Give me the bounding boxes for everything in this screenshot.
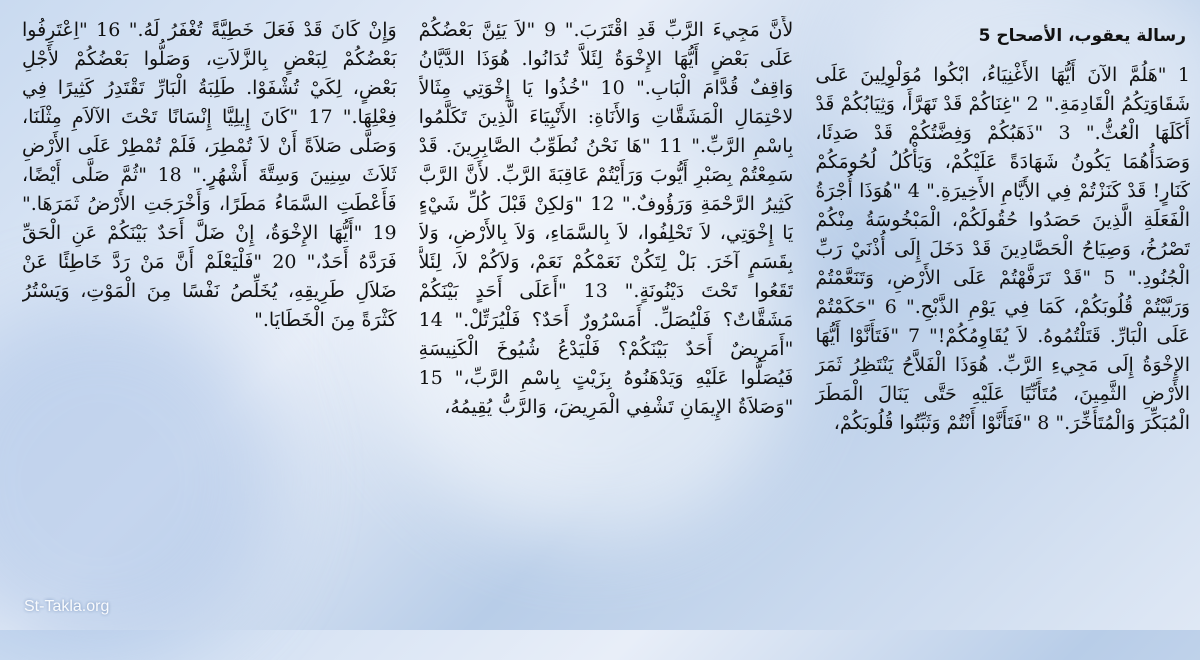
site-watermark: St-Takla.org xyxy=(24,598,110,615)
text-column-3 xyxy=(22,16,397,624)
page-title: رسالة يعقوب، الأصحاح 5 xyxy=(978,26,1186,46)
column-text: لأَنَّ مَجِيءَ الرَّبِّ قَدِ اقْتَرَبَ." 9 "لاَ يَئِنَّ بَعْضُكُمْ عَلَى بَعْضٍ أَيُّهَا الإِخْوَةُ لِئَلاَّ تُدَانُوا. هُوَذَا الدَّيَّانُ وَاقِفٌ قُدَّامَ الْبَابِ." 10 "خُذُوا يَا إِخْوَتِي مِثَالاً لاحْتِمَالِ الْمَشَقَّاتِ وَالأَنَاةِ: الأَنْبِيَاءَ الَّذِينَ تَكَلَّمُوا بِاسْمِ الرَّبِّ." 11 "هَا نَحْنُ نُطَوِّبُ الصَّابِرِينَ. قَدْ سَمِعْتُمْ بِصَبْرِ أَيُّوبَ وَرَأَيْتُمْ عَاقِبَةَ الرَّبِّ. لأَنَّ الرَّبَّ كَثِيرُ الرَّحْمَةِ وَرَؤُوفٌ." 12 "وَلكِنْ قَبْلَ كُلِّ شَيْءٍ يَا إِخْوَتِي، لاَ تَحْلِفُوا، لاَ بِالسَّمَاءِ، وَلاَ بِالأَرْضِ، وَلاَ بِقَسَمٍ آخَرَ. بَلْ لِتَكُنْ نَعَمْكُمْ نَعَمْ، وَلاَكُمْ لاَ، لِئَلاَّ تَقَعُوا تَحْتَ دَيْنُونَةٍ." 13 "أَعَلَى أَحَدٍ بَيْنَكُمْ مَشَقَّاتٌ؟ فَلْيُصَلِّ. أَمَسْرُورٌ أَحَدٌ؟ فَلْيُرَتِّلْ." 14 "أَمَرِيضٌ أَحَدٌ بَيْنَكُمْ؟ فَلْيَدْعُ شُيُوخَ الْكَنِيسَةِ فَيُصَلُّوا عَلَيْهِ وَيَدْهَنُوهُ بِزَيْتٍ بِاسْمِ الرَّبِّ،" 15 "وَصَلاَةُ الإِيمَانِ تَشْفِي الْمَرِيضَ، وَالرَّبُّ يُقِيمُهُ، xyxy=(418,19,794,418)
text-column-1 xyxy=(815,16,1190,624)
column-text: وَإِنْ كَانَ قَدْ فَعَلَ خَطِيَّةً تُغْفَرُ لَهُ." 16 "اِعْتَرِفُوا بَعْضُكُمْ لِبَعْضٍ بِالزَّلاَتِ، وَصَلُّوا بَعْضُكُمْ لأَجْلِ بَعْضٍ، لِكَيْ تُشْفَوْا. طَلِبَةُ الْبَارِّ تَقْتَدِرُ كَثِيرًا فِي فِعْلِهَا." 17 "كَانَ إِيلِيَّا إِنْسَانًا تَحْتَ الآلاَمِ مِثْلَنَا، وَصَلَّى صَلاَةً أَنْ لاَ تُمْطِرَ، فَلَمْ تُمْطِرْ عَلَى الأَرْضِ ثَلاَثَ سِنِينَ وَسِتَّةَ أَشْهُرٍ." 18 "ثُمَّ صَلَّى أَيْضًا، فَأَعْطَتِ السَّمَاءُ مَطَرًا، وَأَخْرَجَتِ الأَرْضُ ثَمَرَهَا." 19 "أَيُّهَا الإِخْوَةُ، إِنْ ضَلَّ أَحَدٌ بَيْنَكُمْ عَنِ الْحَقِّ فَرَدَّهُ أَحَدٌ،" 20 "فَلْيَعْلَمْ أَنَّ مَنْ رَدَّ خَاطِئًا عَنْ ضَلاَلِ طَرِيقِهِ، يُخَلِّصُ نَفْسًا مِنَ الْمَوْتِ، وَيَسْتُرُ كَثْرَةً مِنَ الْخَطَايَا." xyxy=(21,19,397,331)
text-column-2 xyxy=(419,16,794,624)
text-columns xyxy=(22,16,1190,624)
column-text: 1 "هَلُمَّ الآنَ أَيُّهَا الأَغْنِيَاءُ، ابْكُوا مُوَلْوِلِينَ عَلَى شَقَاوَتِكُمُ الْقَادِمَةِ." 2 "غِنَاكُمْ قَدْ تَهَرَّأَ، وَثِيَابُكُمْ قَدْ أَكَلَهَا الْعُثُّ." 3 "ذَهَبُكُمْ وَفِضَّتُكُمْ قَدْ صَدِئَا، وَصَدَأُهُمَا يَكُونُ شَهَادَةً عَلَيْكُمْ، وَيَأْكُلُ لُحُومَكُمْ كَنَارٍ! قَدْ كَنَزْتُمْ فِي الأَيَّامِ الأَخِيرَةِ." 4 "هُوَذَا أُجْرَةُ الْفَعَلَةِ الَّذِينَ حَصَدُوا حُقُولَكُمْ، الْمَبْخُوسَةُ مِنْكُمْ تَصْرُخُ، وَصِيَاحُ الْحَصَّادِينَ قَدْ دَخَلَ إِلَى أُذْنَيْ رَبِّ الْجُنُودِ." 5 "قَدْ تَرَفَّهْتُمْ عَلَى الأَرْضِ، وَتَنَعَّمْتُمْ وَرَبَّيْتُمْ قُلُوبَكُمْ، كَمَا فِي يَوْمِ الذَّبْحِ." 6 "حَكَمْتُمْ عَلَى الْبَارِّ. قَتَلْتُمُوهُ. لاَ يُقَاوِمُكُمْ!" 7 "فَتَأَنَّوْا أَيُّهَا الإِخْوَةُ إِلَى مَجِيءِ الرَّبِّ. هُوَذَا الْفَلاَّحُ يَنْتَظِرُ ثَمَرَ الأَرْضِ الثَّمِينَ، مُتَأَنِّيًا عَلَيْهِ حَتَّى يَنَالَ الْمَطَرَ الْمُبَكِّرَ وَالْمُتَأَخِّرَ." 8 "فَتَأَنَّوْا أَنْتُمْ وَثَبِّتُوا قُلُوبَكُمْ، xyxy=(815,64,1190,434)
